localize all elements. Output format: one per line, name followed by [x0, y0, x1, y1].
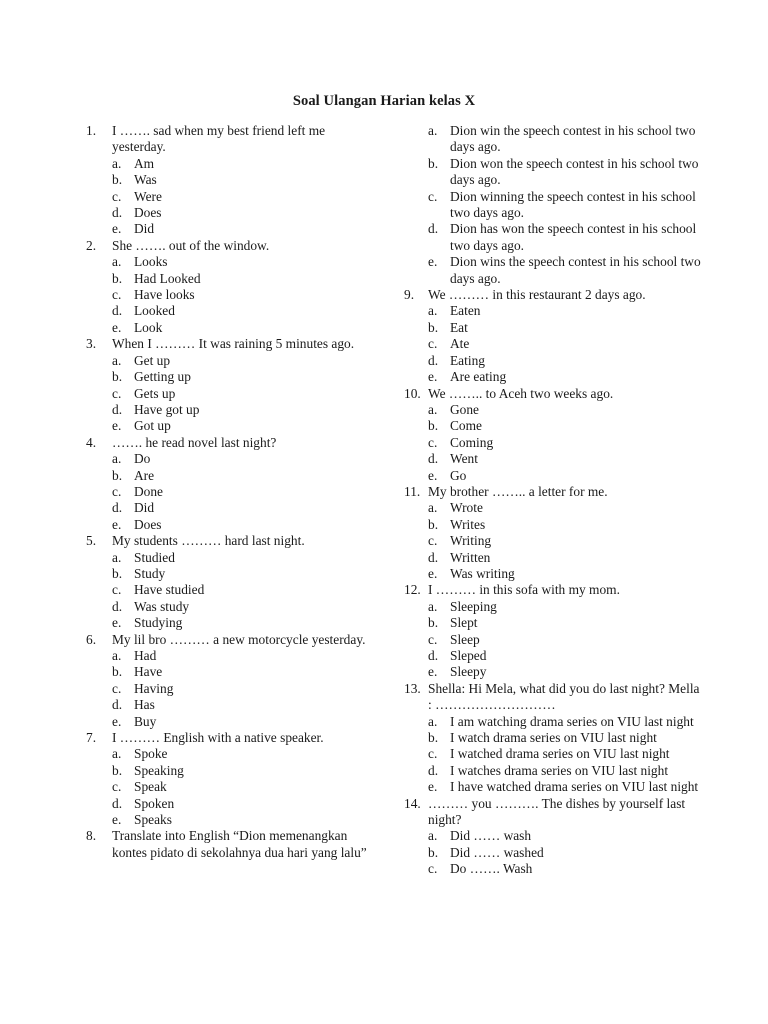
- option-letter: c.: [112, 188, 122, 204]
- answer-options: [86, 648, 376, 730]
- option-text: Coming: [450, 434, 494, 450]
- option-text: Gets up: [134, 385, 176, 401]
- question-number: 11.: [404, 483, 421, 499]
- option-letter: b.: [112, 270, 123, 286]
- question-text: ……… you ………. The dishes by yourself last night?: [428, 795, 686, 828]
- answer-option: [86, 648, 376, 664]
- answer-options: [404, 303, 704, 385]
- option-letter: a.: [112, 254, 122, 270]
- option-text: Eaten: [450, 303, 481, 319]
- option-letter: a.: [428, 401, 438, 417]
- answer-option: [404, 566, 704, 582]
- option-text: Dion win the speech contest in his school two days ago.: [450, 123, 696, 155]
- answer-option: [86, 779, 376, 795]
- question-stem: [86, 336, 376, 352]
- option-text: Studying: [134, 615, 183, 631]
- option-text: Eating: [450, 352, 485, 368]
- option-text: Are eating: [450, 369, 507, 385]
- answer-option: [404, 418, 704, 434]
- option-letter: b.: [112, 467, 123, 483]
- answer-option: [86, 221, 376, 237]
- option-letter: b.: [428, 844, 439, 860]
- option-letter: a.: [112, 746, 122, 762]
- answer-option: [86, 468, 376, 484]
- option-letter: c.: [428, 188, 438, 204]
- answer-option: [404, 303, 704, 319]
- option-text: Was writing: [450, 565, 515, 581]
- answer-option: [86, 189, 376, 205]
- answer-option: [86, 681, 376, 697]
- option-text: Looks: [134, 254, 168, 270]
- option-letter: b.: [112, 565, 123, 581]
- question-number: 8.: [86, 828, 97, 844]
- question-stem: [86, 632, 376, 648]
- option-letter: e.: [112, 615, 122, 631]
- question-number: 13.: [404, 680, 421, 696]
- option-letter: e.: [428, 467, 438, 483]
- option-text: Had: [134, 648, 157, 663]
- question-stem: [86, 730, 376, 746]
- option-text: Writing: [450, 533, 492, 549]
- answer-options: [86, 353, 376, 435]
- answer-option: [86, 271, 376, 287]
- option-text: Come: [450, 418, 482, 434]
- answer-option: [86, 402, 376, 418]
- option-letter: d.: [112, 598, 123, 614]
- answer-option: [404, 254, 704, 287]
- option-letter: d.: [112, 697, 123, 713]
- option-text: Did …… wash: [450, 828, 532, 844]
- option-letter: a.: [428, 598, 438, 614]
- question-item: [404, 582, 704, 680]
- option-text: Do: [134, 451, 151, 467]
- option-letter: a.: [112, 352, 122, 368]
- option-letter: c.: [112, 287, 122, 303]
- question-stem: [404, 582, 704, 598]
- option-text: Did …… washed: [450, 844, 544, 860]
- option-text: I watches drama series on VIU last night: [450, 762, 669, 778]
- option-text: Ate: [450, 336, 470, 352]
- option-letter: c.: [112, 483, 122, 499]
- question-stem: [404, 386, 704, 402]
- answer-option: [404, 468, 704, 484]
- option-text: Eat: [450, 319, 468, 335]
- question-number: 10.: [404, 385, 421, 401]
- option-text: Writes: [450, 516, 486, 532]
- answer-options: [86, 451, 376, 533]
- option-letter: e.: [112, 418, 122, 434]
- option-text: Looked: [134, 303, 175, 319]
- option-letter: e.: [112, 221, 122, 237]
- option-letter: d.: [428, 762, 439, 778]
- option-letter: b.: [112, 172, 123, 188]
- option-letter: d.: [428, 221, 439, 237]
- option-letter: d.: [112, 205, 123, 221]
- question-item: [86, 123, 376, 238]
- option-text: Sleeping: [450, 598, 497, 614]
- answer-option: [404, 533, 704, 549]
- answer-option: [404, 336, 704, 352]
- option-letter: b.: [428, 730, 439, 746]
- answer-options: [86, 254, 376, 336]
- option-text: I have watched drama series on VIU last night: [450, 779, 699, 795]
- option-text: Were: [134, 188, 162, 204]
- option-text: I watched drama series on VIU last night: [450, 746, 670, 762]
- question-text: We ……… in this restaurant 2 days ago.: [428, 287, 646, 303]
- answer-option: [86, 599, 376, 615]
- question-stem: [404, 796, 704, 829]
- question-stem: [86, 533, 376, 549]
- answer-option: [404, 730, 704, 746]
- option-text: Does: [134, 516, 162, 532]
- option-letter: b.: [428, 418, 439, 434]
- option-text: Dion won the speech contest in his school two days ago.: [450, 155, 699, 188]
- option-text: Speaking: [134, 762, 184, 778]
- option-text: Done: [134, 483, 164, 499]
- answer-option: [404, 632, 704, 648]
- option-text: Does: [134, 205, 162, 221]
- option-letter: e.: [428, 565, 438, 581]
- option-letter: b.: [428, 155, 439, 171]
- answer-option: [86, 812, 376, 828]
- option-text: Has: [134, 697, 155, 713]
- option-letter: c.: [428, 746, 438, 762]
- answer-option: [86, 451, 376, 467]
- option-letter: e.: [112, 812, 122, 828]
- option-text: Spoken: [134, 795, 175, 811]
- question-item: [86, 336, 376, 434]
- question-number: 14.: [404, 795, 421, 811]
- question-number: 4.: [86, 434, 97, 450]
- option-letter: d.: [112, 303, 123, 319]
- answer-option: [404, 402, 704, 418]
- answer-options: [404, 714, 704, 796]
- answer-option: [86, 320, 376, 336]
- option-text: Went: [450, 451, 478, 467]
- option-text: Are: [134, 467, 155, 483]
- answer-option: [86, 550, 376, 566]
- option-text: Get up: [134, 352, 171, 368]
- question-number: 9.: [404, 287, 415, 303]
- question-text: She ……. out of the window.: [112, 237, 270, 253]
- option-letter: d.: [428, 549, 439, 565]
- option-text: Dion winning the speech contest in his school two days ago.: [450, 188, 696, 221]
- question-number: 5.: [86, 533, 97, 549]
- answer-option: [86, 517, 376, 533]
- answer-options: [86, 550, 376, 632]
- answer-option: [404, 156, 704, 189]
- option-letter: b.: [112, 664, 123, 680]
- option-letter: d.: [428, 648, 439, 663]
- answer-options: [86, 156, 376, 238]
- question-text: My lil bro ……… a new motorcycle yesterday.: [112, 631, 366, 647]
- question-item: [86, 632, 376, 730]
- option-letter: a.: [428, 500, 438, 516]
- option-letter: e.: [112, 516, 122, 532]
- option-letter: c.: [428, 533, 438, 549]
- option-letter: a.: [112, 451, 122, 467]
- option-letter: b.: [112, 762, 123, 778]
- option-text: Go: [450, 467, 467, 483]
- question-item: [404, 287, 704, 385]
- option-text: Did: [134, 221, 155, 237]
- question-item: [404, 796, 704, 878]
- option-letter: a.: [428, 303, 438, 319]
- question-number: 6.: [86, 631, 97, 647]
- question-text: I ……… English with a native speaker.: [112, 730, 324, 746]
- option-text: Got up: [134, 418, 171, 434]
- option-letter: d.: [112, 500, 123, 516]
- question-text: My brother …….. a letter for me.: [428, 483, 608, 499]
- answer-option: [86, 287, 376, 303]
- option-text: Getting up: [134, 369, 191, 385]
- answer-option: [86, 697, 376, 713]
- question-stem: [86, 238, 376, 254]
- question-item: [86, 238, 376, 336]
- option-text: Speaks: [134, 812, 172, 828]
- option-letter: c.: [428, 861, 438, 877]
- option-text: Slept: [450, 615, 478, 631]
- option-text: Buy: [134, 713, 157, 729]
- answer-option: [86, 796, 376, 812]
- answer-option: [86, 714, 376, 730]
- answer-option: [86, 615, 376, 631]
- question-text: I ……. sad when my best friend left me yesterday.: [112, 123, 326, 155]
- option-letter: c.: [112, 779, 122, 795]
- question-text: ……. he read novel last night?: [112, 434, 277, 450]
- answer-option: [404, 746, 704, 762]
- question-stem: [404, 484, 704, 500]
- answer-option: [404, 353, 704, 369]
- option-text: Having: [134, 680, 174, 696]
- option-text: Do ……. Wash: [450, 861, 533, 877]
- answer-options: [404, 402, 704, 484]
- option-text: Speak: [134, 779, 167, 795]
- option-letter: c.: [112, 385, 122, 401]
- option-text: Sleep: [450, 631, 480, 647]
- right-column: [404, 123, 704, 878]
- left-column: [86, 123, 376, 861]
- question-stem: [86, 435, 376, 451]
- answer-option: [86, 500, 376, 516]
- answer-option: [86, 205, 376, 221]
- option-letter: d.: [428, 352, 439, 368]
- answer-option: [404, 369, 704, 385]
- answer-options: [86, 746, 376, 828]
- answer-option: [86, 763, 376, 779]
- question-stem: [404, 287, 704, 303]
- question-number: 2.: [86, 237, 97, 253]
- question-stem: [404, 681, 704, 714]
- question-number: 7.: [86, 730, 97, 746]
- option-letter: a.: [428, 828, 438, 844]
- answer-option: [86, 254, 376, 270]
- question-text: We …….. to Aceh two weeks ago.: [428, 385, 614, 401]
- option-text: Sleped: [450, 648, 487, 663]
- option-text: Wrote: [450, 500, 483, 516]
- option-text: Have looks: [134, 287, 195, 303]
- answer-option: [86, 353, 376, 369]
- answer-option: [404, 648, 704, 664]
- question-item: [404, 386, 704, 484]
- answer-option: [404, 189, 704, 222]
- question-item: [86, 435, 376, 533]
- answer-option: [86, 303, 376, 319]
- option-text: Dion has won the speech contest in his school two days ago.: [450, 221, 697, 253]
- option-letter: b.: [428, 516, 439, 532]
- option-text: Had Looked: [134, 270, 201, 286]
- question-text: Translate into English “Dion memenangkan kontes pidato di sekolahnya dua hari yang lalu”: [112, 828, 367, 860]
- option-text: Dion wins the speech contest in his school two days ago.: [450, 254, 701, 286]
- question-number: 1.: [86, 123, 97, 138]
- question-item: [86, 533, 376, 631]
- option-letter: e.: [112, 319, 122, 335]
- answer-option: [86, 386, 376, 402]
- option-letter: e.: [428, 664, 438, 680]
- answer-option: [86, 369, 376, 385]
- option-text: Was study: [134, 598, 190, 614]
- option-text: Study: [134, 565, 166, 581]
- question-text: When I ……… It was raining 5 minutes ago.: [112, 336, 355, 352]
- answer-option: [86, 664, 376, 680]
- option-text: Am: [134, 155, 155, 171]
- question-number: 3.: [86, 336, 97, 352]
- option-text: Have studied: [134, 582, 205, 598]
- option-text: I am watching drama series on VIU last night: [450, 713, 694, 729]
- answer-option: [404, 550, 704, 566]
- answer-option: [404, 763, 704, 779]
- answer-options: [404, 500, 704, 582]
- option-text: Sleepy: [450, 664, 487, 680]
- question-text: Shella: Hi Mela, what did you do last night? Mella : ………………………: [428, 680, 700, 713]
- answer-option: [404, 123, 704, 156]
- question-text: My students ……… hard last night.: [112, 533, 305, 549]
- answer-option: [404, 435, 704, 451]
- option-text: Have got up: [134, 401, 200, 417]
- option-letter: b.: [112, 369, 123, 385]
- answer-option: [86, 566, 376, 582]
- question-stem: [86, 828, 376, 861]
- option-letter: c.: [428, 434, 438, 450]
- option-letter: a.: [428, 713, 438, 729]
- question-stem: [86, 123, 376, 156]
- answer-option: [404, 221, 704, 254]
- option-letter: b.: [428, 319, 439, 335]
- answer-option: [404, 451, 704, 467]
- answer-option: [404, 599, 704, 615]
- option-letter: d.: [112, 795, 123, 811]
- answer-option: [86, 418, 376, 434]
- option-text: Written: [450, 549, 491, 565]
- answer-option: [86, 172, 376, 188]
- option-letter: d.: [428, 451, 439, 467]
- answer-option: [404, 615, 704, 631]
- option-letter: e.: [428, 254, 438, 270]
- answer-options: [404, 599, 704, 681]
- option-text: I watch drama series on VIU last night: [450, 730, 657, 746]
- option-text: Did: [134, 500, 155, 516]
- answer-option: [404, 500, 704, 516]
- option-text: Studied: [134, 549, 175, 565]
- answer-option: [404, 664, 704, 680]
- option-text: Gone: [450, 401, 480, 417]
- answer-option: [404, 861, 704, 877]
- question-8-options: [404, 123, 704, 287]
- option-letter: c.: [428, 631, 438, 647]
- option-text: Have: [134, 664, 163, 680]
- question-number: 12.: [404, 582, 421, 598]
- question-text: I ……… in this sofa with my mom.: [428, 582, 620, 598]
- option-letter: e.: [428, 779, 438, 795]
- answer-option: [404, 828, 704, 844]
- option-letter: e.: [428, 369, 438, 385]
- question-item: [404, 484, 704, 582]
- page-title: Soal Ulangan Harian kelas X: [292, 93, 476, 109]
- answer-option: [404, 779, 704, 795]
- option-text: Look: [134, 319, 163, 335]
- option-letter: a.: [112, 549, 122, 565]
- answer-option: [404, 714, 704, 730]
- answer-option: [86, 484, 376, 500]
- answer-option: [404, 320, 704, 336]
- question-item: [404, 681, 704, 796]
- option-letter: a.: [112, 648, 122, 663]
- option-letter: c.: [112, 582, 122, 598]
- option-letter: b.: [428, 615, 439, 631]
- option-letter: c.: [112, 680, 122, 696]
- option-letter: a.: [428, 123, 438, 138]
- answer-option: [86, 582, 376, 598]
- question-item: [86, 828, 376, 861]
- answer-option: [86, 156, 376, 172]
- option-text: Spoke: [134, 746, 168, 762]
- option-letter: e.: [112, 713, 122, 729]
- answer-option: [404, 517, 704, 533]
- option-letter: d.: [112, 401, 123, 417]
- answer-option: [404, 845, 704, 861]
- option-letter: a.: [112, 155, 122, 171]
- question-item: [86, 730, 376, 828]
- answer-option: [86, 746, 376, 762]
- answer-options: [404, 828, 704, 877]
- option-letter: c.: [428, 336, 438, 352]
- option-text: Was: [134, 172, 157, 188]
